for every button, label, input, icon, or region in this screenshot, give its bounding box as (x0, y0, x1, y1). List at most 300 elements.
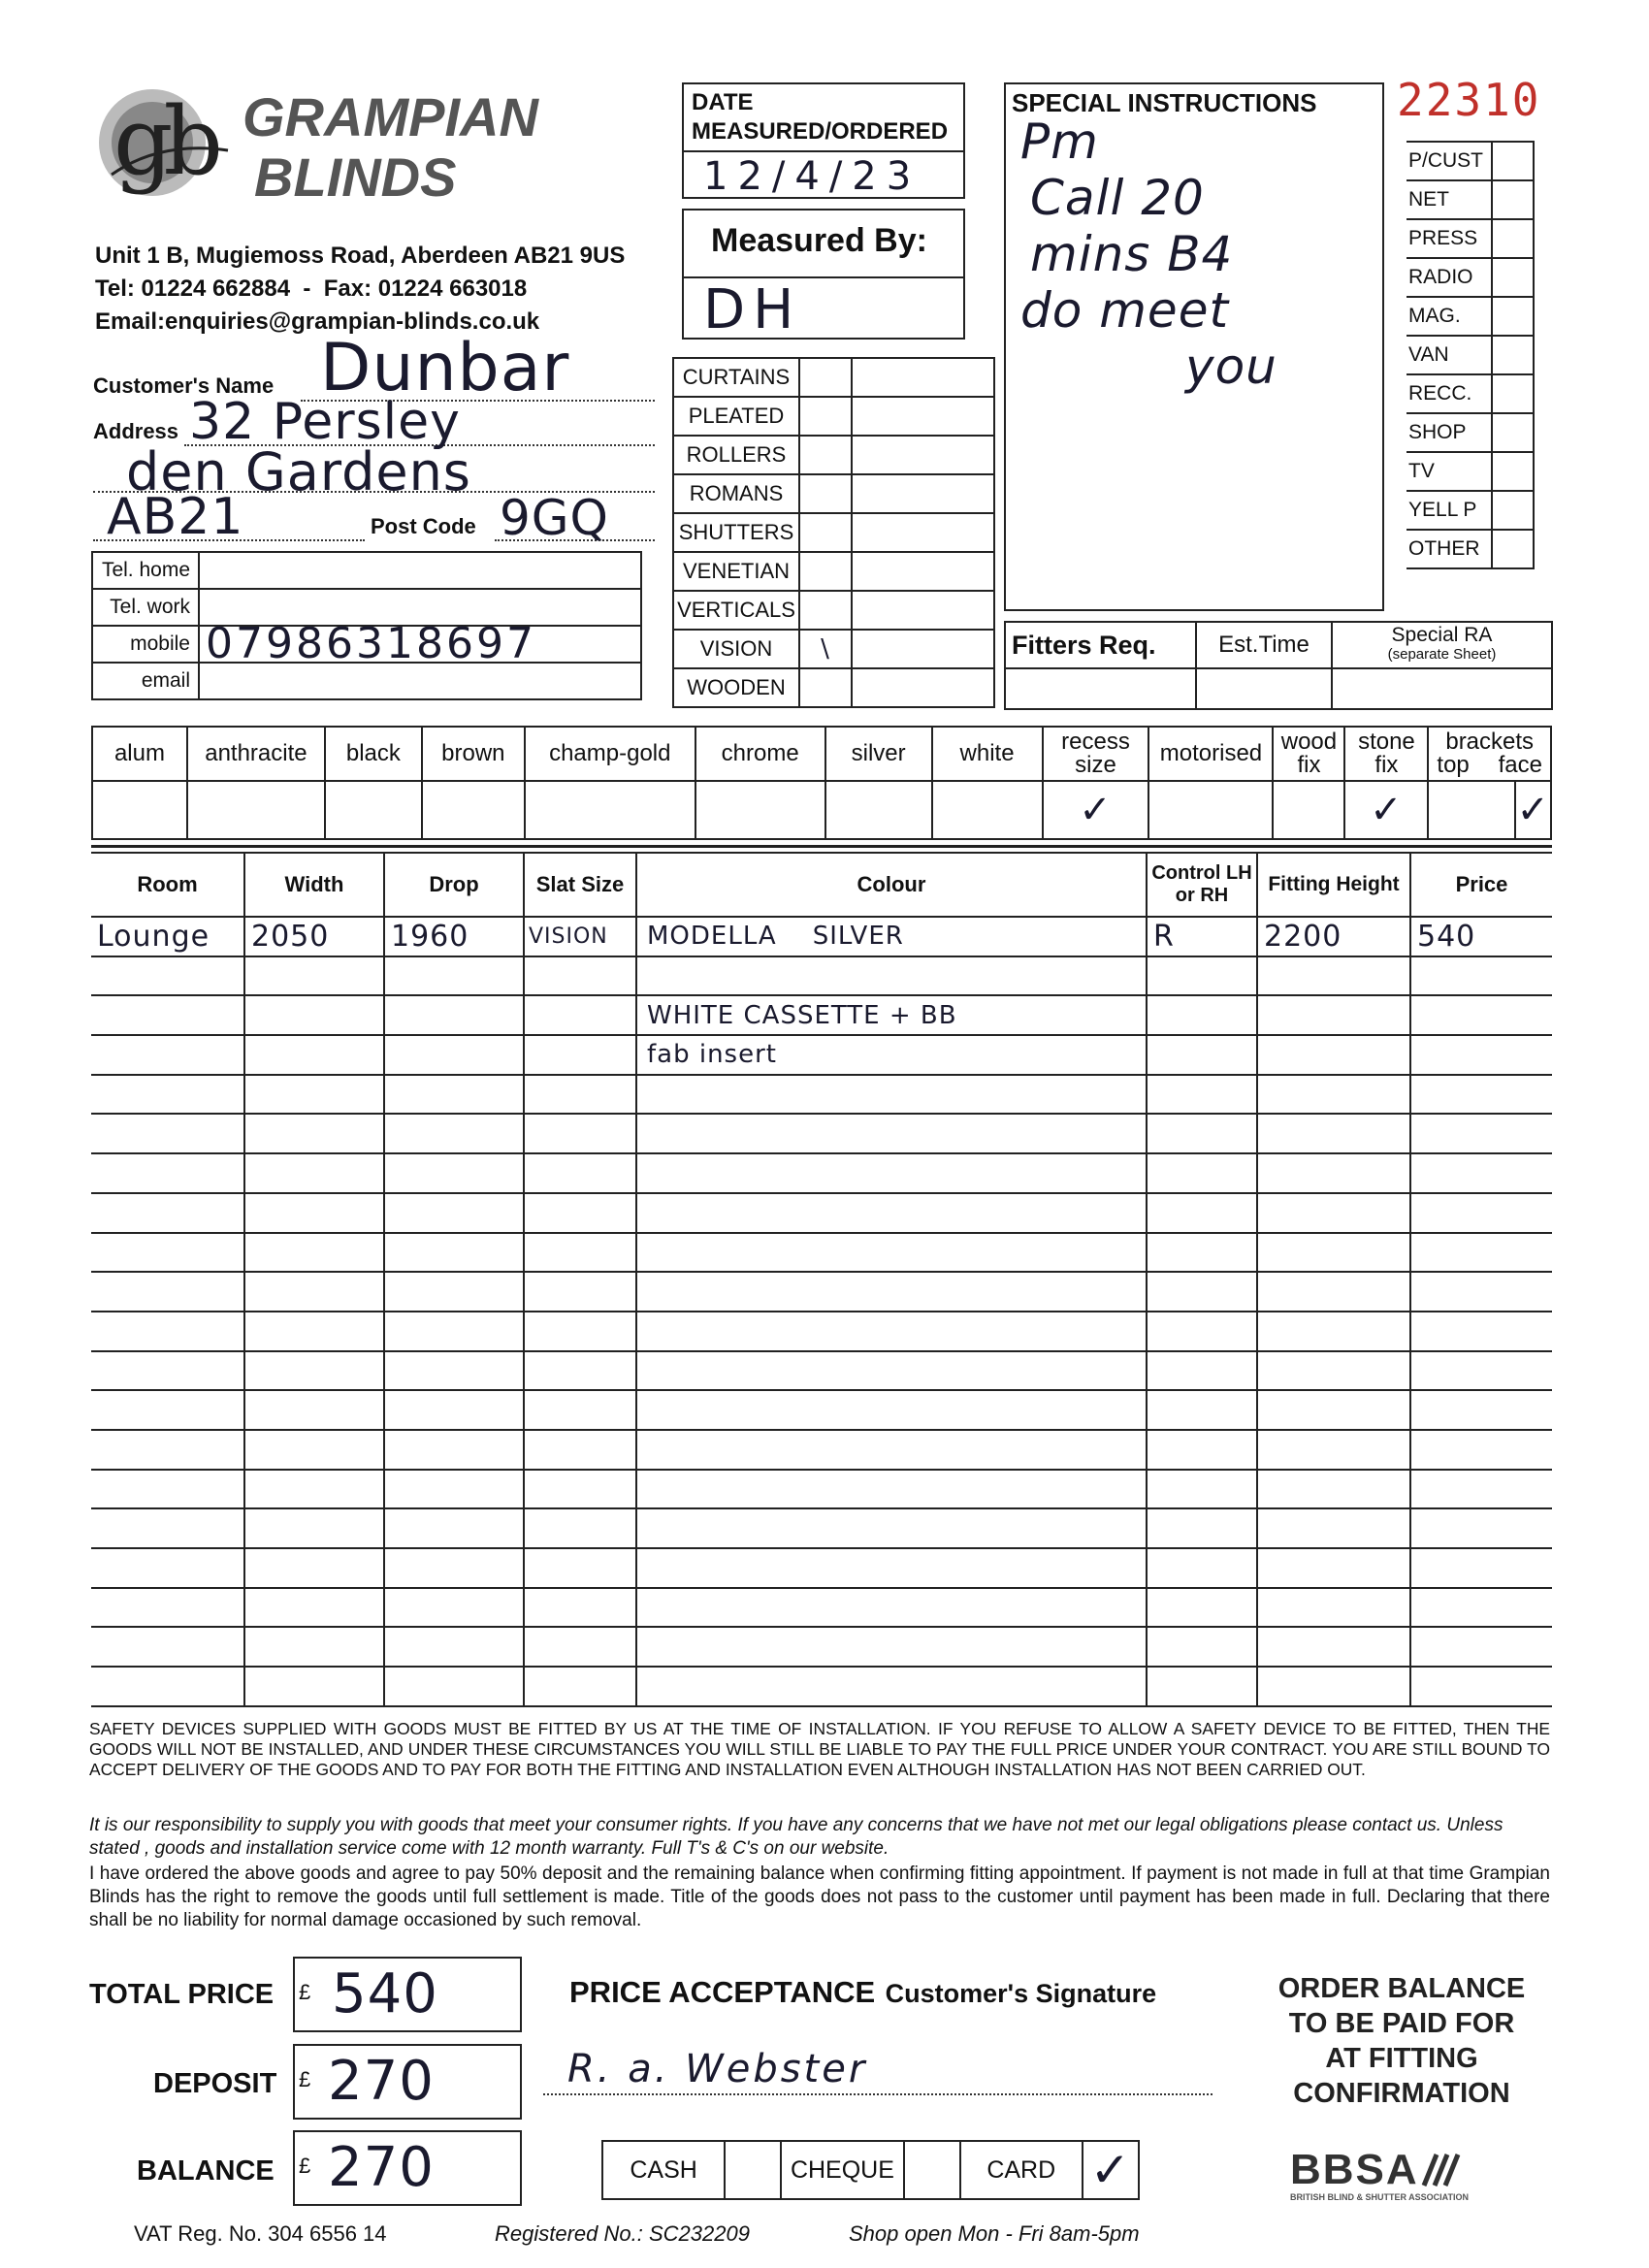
contact-value[interactable] (199, 552, 641, 589)
finish-checkbox[interactable] (695, 781, 825, 839)
order-cell-price[interactable] (1410, 1075, 1552, 1115)
order-cell-room[interactable] (91, 1627, 244, 1667)
order-cell-fitting[interactable] (1257, 1035, 1410, 1075)
order-cell-width[interactable] (244, 1351, 384, 1391)
order-cell-fitting[interactable] (1257, 1390, 1410, 1430)
order-cell-slat[interactable] (524, 1153, 636, 1193)
order-cell-drop[interactable] (384, 1153, 524, 1193)
order-cell-width[interactable] (244, 1035, 384, 1075)
order-cell-colour[interactable] (636, 1312, 1147, 1351)
company-logo (92, 82, 238, 209)
finish-checkbox[interactable] (1273, 781, 1344, 839)
order-cell-drop[interactable] (384, 1470, 524, 1509)
blind-type-extra[interactable] (852, 630, 994, 668)
order-cell-fitting[interactable] (1257, 1153, 1410, 1193)
order-cell-room[interactable] (91, 1153, 244, 1193)
order-cell-room[interactable] (91, 1470, 244, 1509)
source-row (1406, 413, 1534, 452)
deposit-label: DEPOSIT (153, 2068, 277, 2099)
order-cell-colour[interactable] (636, 1667, 1147, 1706)
order-cell-colour[interactable] (636, 1627, 1147, 1667)
order-row (91, 1035, 1552, 1075)
est-time-label: Est.Time (1196, 622, 1332, 668)
brackets-top-checkbox[interactable] (1428, 781, 1515, 839)
col-price: Price (1410, 853, 1552, 917)
order-cell-slat[interactable] (524, 1272, 636, 1312)
order-cell-drop[interactable] (384, 1627, 524, 1667)
source-checkbox[interactable] (1492, 452, 1534, 491)
order-cell-drop[interactable] (384, 1233, 524, 1273)
order-cell-drop[interactable] (384, 1508, 524, 1548)
finish-label: motorised (1148, 727, 1273, 781)
order-cell-price[interactable] (1410, 1153, 1552, 1193)
order-cell-control[interactable]: R (1147, 917, 1257, 956)
special-instructions-text[interactable] (1020, 113, 1379, 395)
order-cell-slat[interactable] (524, 1312, 636, 1351)
order-cell-drop[interactable] (384, 1588, 524, 1628)
payment-checkbox[interactable]: ✓ (1083, 2141, 1139, 2199)
blind-type-mark[interactable] (799, 552, 852, 591)
order-row (91, 1508, 1552, 1548)
order-cell-fitting[interactable] (1257, 1508, 1410, 1548)
order-cell-width[interactable] (244, 1153, 384, 1193)
source-checkbox[interactable] (1492, 413, 1534, 452)
blind-type-extra[interactable] (852, 436, 994, 474)
measured-by-value[interactable]: DH (703, 278, 802, 341)
order-cell-slat[interactable] (524, 1430, 636, 1470)
order-cell-drop[interactable] (384, 956, 524, 996)
payment-checkbox[interactable] (904, 2141, 960, 2199)
order-cell-colour[interactable]: WHITE CASSETTE + BB (636, 995, 1147, 1035)
order-cell-drop[interactable] (384, 1075, 524, 1115)
order-cell-slat[interactable] (524, 1508, 636, 1548)
order-cell-colour[interactable] (636, 1548, 1147, 1588)
order-cell-price[interactable] (1410, 1470, 1552, 1509)
order-cell-control[interactable] (1147, 1233, 1257, 1273)
order-cell-control[interactable] (1147, 1153, 1257, 1193)
col-slat: Slat Size (524, 853, 636, 917)
customer-name-label: Customer's Name (93, 373, 275, 398)
blind-type-mark[interactable] (799, 436, 852, 474)
order-cell-drop[interactable]: 1960 (384, 917, 524, 956)
balance-value: 270 (328, 2136, 435, 2199)
blind-type-label: SHUTTERS (673, 513, 799, 552)
order-cell-price[interactable] (1410, 1627, 1552, 1667)
order-cell-fitting[interactable] (1257, 1627, 1410, 1667)
order-cell-slat[interactable] (524, 1548, 636, 1588)
balance-currency: £ (299, 2154, 311, 2178)
order-row (91, 1627, 1552, 1667)
date-value: 12/4/23 (703, 154, 922, 199)
order-cell-control[interactable] (1147, 956, 1257, 996)
order-cell-price[interactable] (1410, 1312, 1552, 1351)
order-cell-room[interactable] (91, 995, 244, 1035)
customer-signature[interactable]: R. a. Webster (567, 2047, 868, 2091)
order-cell-fitting[interactable] (1257, 1312, 1410, 1351)
order-cell-price[interactable] (1410, 1351, 1552, 1391)
col-drop: Drop (384, 853, 524, 917)
order-cell-slat[interactable] (524, 1470, 636, 1509)
order-cell-width[interactable] (244, 995, 384, 1035)
order-cell-room[interactable] (91, 1588, 244, 1628)
special-ra-cell (1332, 622, 1552, 668)
order-cell-slat[interactable] (524, 1114, 636, 1153)
order-cell-control[interactable] (1147, 1508, 1257, 1548)
blind-type-row (673, 397, 994, 436)
order-cell-colour[interactable] (636, 1075, 1147, 1115)
order-cell-room[interactable] (91, 1430, 244, 1470)
order-cell-width[interactable] (244, 1470, 384, 1509)
terms-safety: SAFETY DEVICES SUPPLIED WITH GOODS MUST BE FITTED BY US AT THE TIME OF INSTALLATION. IF YOU REFUSE TO ALLOW A SAFETY DEVICE TO BE FITTED, THEN THE GOODS WILL NOT BE INSTALLED, AND UNDER THESE CIRCUMSTANCES YOU WILL STILL BE LIABLE TO PAY THE FULL PRICE UNDER YOUR CONTRACT. YOU ARE STILL BOUND TO ACCEPT DELIVERY OF THE GOODS AND TO PAY FOR BOTH THE FITTING AND INSTALLATION EVEN ALTHOUGH INSTALLATION HAS NOT BEEN CARRIED OUT. (89, 1719, 1550, 1779)
order-cell-width[interactable] (244, 1114, 384, 1153)
deposit-box[interactable] (293, 2044, 522, 2120)
order-cell-control[interactable] (1147, 1272, 1257, 1312)
order-cell-fitting[interactable] (1257, 1548, 1410, 1588)
col-width: Width (244, 853, 384, 917)
order-cell-room[interactable] (91, 1114, 244, 1153)
payment-checkbox[interactable] (725, 2141, 781, 2199)
order-row (91, 1390, 1552, 1430)
order-cell-slat[interactable] (524, 1075, 636, 1115)
balance-label: BALANCE (137, 2155, 275, 2187)
order-cell-price[interactable] (1410, 1233, 1552, 1273)
order-cell-control[interactable] (1147, 1430, 1257, 1470)
order-cell-fitting[interactable] (1257, 1233, 1410, 1273)
order-cell-room[interactable] (91, 1193, 244, 1233)
finish-checkbox[interactable] (1148, 781, 1273, 839)
order-row (91, 995, 1552, 1035)
order-cell-colour[interactable]: fab insert (636, 1035, 1147, 1075)
company-address: Unit 1 B, Mugiemoss Road, Aberdeen AB21 9US (95, 243, 626, 269)
order-cell-slat[interactable] (524, 1351, 636, 1391)
address-value-2[interactable]: den Gardens (126, 441, 471, 502)
order-cell-control[interactable] (1147, 1114, 1257, 1153)
order-cell-price[interactable] (1410, 1430, 1552, 1470)
order-cell-drop[interactable] (384, 1035, 524, 1075)
order-row (91, 1272, 1552, 1312)
order-cell-drop[interactable] (384, 1114, 524, 1153)
finish-label: black (325, 727, 422, 781)
source-checkbox[interactable] (1492, 374, 1534, 413)
blind-type-extra[interactable] (852, 358, 994, 397)
finish-checkbox[interactable] (187, 781, 325, 839)
order-cell-control[interactable] (1147, 1193, 1257, 1233)
blind-type-row (673, 436, 994, 474)
order-cell-price[interactable] (1410, 1035, 1552, 1075)
special-ra-note: (separate Sheet) (1387, 646, 1497, 663)
finish-checkbox[interactable] (92, 781, 187, 839)
order-cell-width[interactable] (244, 1233, 384, 1273)
order-row (91, 1193, 1552, 1233)
address-value-3[interactable]: AB21 (107, 488, 244, 546)
order-cell-fitting[interactable] (1257, 1075, 1410, 1115)
measured-by-box (682, 209, 965, 340)
order-cell-control[interactable] (1147, 1588, 1257, 1628)
finish-checkbox[interactable]: ✓ (1344, 781, 1428, 839)
source-label: P/CUST (1406, 142, 1492, 180)
order-cell-slat[interactable] (524, 1035, 636, 1075)
order-cell-colour[interactable] (636, 1508, 1147, 1548)
finish-label: white (932, 727, 1043, 781)
order-cell-slat[interactable] (524, 1667, 636, 1706)
order-cell-room[interactable] (91, 1233, 244, 1273)
finish-checkbox[interactable]: ✓ (1043, 781, 1149, 839)
contact-table (91, 551, 642, 700)
blind-type-label: VERTICALS (673, 591, 799, 630)
order-cell-control[interactable] (1147, 1035, 1257, 1075)
order-cell-width[interactable] (244, 1667, 384, 1706)
order-cell-fitting[interactable] (1257, 1193, 1410, 1233)
col-colour: Colour (636, 853, 1147, 917)
source-row (1406, 180, 1534, 219)
special-instruction-line: do meet (1020, 282, 1230, 339)
total-label: TOTAL PRICE (89, 1979, 275, 2010)
blind-type-mark[interactable] (799, 668, 852, 707)
price-acceptance (569, 1975, 1156, 2010)
order-cell-control[interactable] (1147, 1075, 1257, 1115)
order-cell-width[interactable] (244, 1075, 384, 1115)
order-cell-fitting[interactable] (1257, 1114, 1410, 1153)
order-cell-control[interactable] (1147, 1548, 1257, 1588)
balance-box[interactable] (293, 2130, 522, 2206)
order-cell-drop[interactable] (384, 1548, 524, 1588)
order-cell-colour[interactable] (636, 1153, 1147, 1193)
order-cell-room[interactable] (91, 1351, 244, 1391)
order-cell-width[interactable] (244, 1430, 384, 1470)
order-cell-width[interactable] (244, 1312, 384, 1351)
customer-name-value[interactable]: Dunbar (320, 330, 570, 406)
postcode-label: Post Code (371, 514, 476, 538)
source-checkbox[interactable] (1492, 258, 1534, 297)
blind-type-extra[interactable] (852, 668, 994, 707)
order-cell-slat[interactable] (524, 956, 636, 996)
source-checkbox[interactable] (1492, 336, 1534, 374)
order-cell-control[interactable] (1147, 1627, 1257, 1667)
order-cell-fitting[interactable] (1257, 1351, 1410, 1391)
blind-type-label: CURTAINS (673, 358, 799, 397)
blind-type-extra[interactable] (852, 552, 994, 591)
special-instruction-line: you (1185, 339, 1277, 395)
order-cell-colour[interactable] (636, 1193, 1147, 1233)
order-cell-room[interactable] (91, 1390, 244, 1430)
brackets-sub (1429, 754, 1550, 777)
order-cell-width[interactable] (244, 1272, 384, 1312)
order-cell-slat[interactable] (524, 995, 636, 1035)
blind-type-extra[interactable] (852, 513, 994, 552)
source-checkbox[interactable] (1492, 297, 1534, 336)
order-cell-control[interactable] (1147, 1667, 1257, 1706)
finish-checkbox[interactable] (422, 781, 525, 839)
order-cell-price[interactable] (1410, 1588, 1552, 1628)
order-cell-drop[interactable] (384, 1193, 524, 1233)
order-cell-width[interactable] (244, 1390, 384, 1430)
order-cell-control[interactable] (1147, 1312, 1257, 1351)
order-cell-room[interactable] (91, 1075, 244, 1115)
blind-type-mark[interactable] (799, 513, 852, 552)
blind-type-extra[interactable] (852, 591, 994, 630)
order-cell-width[interactable]: 2050 (244, 917, 384, 956)
total-currency: £ (299, 1980, 311, 2004)
order-cell-width[interactable] (244, 1588, 384, 1628)
bbsa-caption: BRITISH BLIND & SHUTTER ASSOCIATION (1290, 2192, 1469, 2202)
order-cell-colour[interactable] (636, 1272, 1147, 1312)
order-cell-room[interactable] (91, 1312, 244, 1351)
order-cell-fitting[interactable] (1257, 1667, 1410, 1706)
finish-checkbox[interactable] (932, 781, 1043, 839)
special-instruction-line: Pm (1020, 113, 1099, 170)
postcode-value[interactable]: 9GQ (500, 490, 609, 546)
order-cell-colour[interactable] (636, 1470, 1147, 1509)
order-cell-price[interactable]: 540 (1410, 917, 1552, 956)
contact-label: Tel. work (92, 589, 199, 626)
order-cell-price[interactable] (1410, 1548, 1552, 1588)
order-cell-colour[interactable] (636, 1114, 1147, 1153)
order-cell-colour[interactable] (636, 1233, 1147, 1273)
special-ra-value[interactable] (1332, 668, 1552, 709)
blind-type-row (673, 513, 994, 552)
order-cell-fitting[interactable] (1257, 995, 1410, 1035)
blind-type-mark[interactable]: \ (799, 630, 852, 668)
order-cell-drop[interactable] (384, 995, 524, 1035)
order-cell-price[interactable] (1410, 995, 1552, 1035)
order-cell-control[interactable] (1147, 1351, 1257, 1391)
blind-type-extra[interactable] (852, 397, 994, 436)
order-cell-fitting[interactable] (1257, 1470, 1410, 1509)
finish-checkbox[interactable] (325, 781, 422, 839)
payment-label: CASH (602, 2141, 725, 2199)
source-label: RECC. (1406, 374, 1492, 413)
source-label: YELL P (1406, 491, 1492, 530)
order-cell-room[interactable] (91, 956, 244, 996)
deposit-currency: £ (299, 2067, 311, 2091)
source-checkbox[interactable] (1492, 530, 1534, 568)
order-cell-room[interactable] (91, 1508, 244, 1548)
order-cell-price[interactable] (1410, 1508, 1552, 1548)
contact-value[interactable]: 07986318697 (199, 626, 641, 663)
source-checkbox[interactable] (1492, 491, 1534, 530)
blind-type-mark[interactable] (799, 474, 852, 513)
payment-label: CARD (960, 2141, 1083, 2199)
company-name-2: BLINDS (254, 146, 457, 208)
order-cell-fitting[interactable] (1257, 956, 1410, 996)
order-cell-colour[interactable] (636, 1390, 1147, 1430)
order-cell-drop[interactable] (384, 1430, 524, 1470)
order-cell-price[interactable] (1410, 1667, 1552, 1706)
contact-row (92, 552, 641, 589)
source-row (1406, 452, 1534, 491)
address-value-1[interactable]: 32 Persley (189, 393, 461, 451)
order-cell-drop[interactable] (384, 1667, 524, 1706)
order-cell-colour[interactable] (636, 1430, 1147, 1470)
terms-rights: It is our responsibility to supply you with goods that meet your consumer rights. If you have any concerns that we have not met our legal obligations please contact us. Unless stated , goods and installation service come with 12 month warranty. Full T's & C's on our website. (89, 1815, 1504, 1859)
order-cell-width[interactable] (244, 1627, 384, 1667)
order-row (91, 1470, 1552, 1509)
source-label: SHOP (1406, 413, 1492, 452)
order-cell-fitting[interactable] (1257, 1430, 1410, 1470)
fitters-table (1004, 621, 1553, 710)
order-cell-colour[interactable] (636, 1351, 1147, 1391)
order-cell-drop[interactable] (384, 1390, 524, 1430)
order-cell-price[interactable] (1410, 956, 1552, 996)
footer-hours: Shop open Mon - Fri 8am-5pm (849, 2221, 1140, 2246)
blind-type-mark[interactable] (799, 358, 852, 397)
order-cell-slat[interactable]: VISION (524, 917, 636, 956)
source-checkbox[interactable] (1492, 142, 1534, 180)
finish-table (91, 726, 1552, 840)
order-cell-slat[interactable] (524, 1390, 636, 1430)
source-label: NET (1406, 180, 1492, 219)
order-cell-colour[interactable] (636, 956, 1147, 996)
contact-label: mobile (92, 626, 199, 663)
date-value-cell[interactable] (684, 150, 963, 197)
brackets-face-label: face (1498, 752, 1542, 778)
order-cell-slat[interactable] (524, 1627, 636, 1667)
order-cell-width[interactable] (244, 956, 384, 996)
order-cell-room[interactable] (91, 1035, 244, 1075)
order-cell-room[interactable] (91, 1272, 244, 1312)
est-time-value[interactable] (1196, 668, 1332, 709)
order-cell-room[interactable] (91, 1548, 244, 1588)
order-cell-price[interactable] (1410, 1390, 1552, 1430)
source-row (1406, 336, 1534, 374)
order-cell-slat[interactable] (524, 1233, 636, 1273)
finish-checkbox[interactable] (525, 781, 695, 839)
brackets-face-checkbox[interactable]: ✓ (1515, 781, 1551, 839)
order-cell-control[interactable] (1147, 1470, 1257, 1509)
finish-checkbox[interactable] (825, 781, 932, 839)
total-box[interactable] (293, 1957, 522, 2032)
logo-letters: gb (113, 87, 213, 196)
order-cell-slat[interactable] (524, 1588, 636, 1628)
blind-type-mark[interactable] (799, 397, 852, 436)
special-instruction-line: Call 20 (1030, 170, 1205, 226)
order-cell-price[interactable] (1410, 1272, 1552, 1312)
blind-type-extra[interactable] (852, 474, 994, 513)
brackets-top-label: top (1437, 752, 1470, 778)
order-cell-price[interactable] (1410, 1193, 1552, 1233)
order-cell-drop[interactable] (384, 1272, 524, 1312)
order-cell-colour[interactable] (636, 1588, 1147, 1628)
order-cell-room[interactable]: Lounge (91, 917, 244, 956)
order-cell-fitting[interactable] (1257, 1588, 1410, 1628)
order-cell-width[interactable] (244, 1193, 384, 1233)
brackets-label: brackets (1445, 729, 1535, 755)
order-cell-drop[interactable] (384, 1312, 524, 1351)
order-cell-fitting[interactable] (1257, 1272, 1410, 1312)
order-cell-control[interactable] (1147, 995, 1257, 1035)
order-cell-width[interactable] (244, 1508, 384, 1548)
fitters-value[interactable] (1005, 668, 1196, 709)
payment-table (601, 2140, 1140, 2200)
order-cell-control[interactable] (1147, 1390, 1257, 1430)
order-cell-colour[interactable]: MODELLA SILVER (636, 917, 1147, 956)
bbsa-mark (1290, 2146, 1523, 2194)
order-cell-slat[interactable] (524, 1193, 636, 1233)
source-row (1406, 491, 1534, 530)
order-table (91, 852, 1552, 1707)
order-cell-drop[interactable] (384, 1351, 524, 1391)
order-row (91, 1430, 1552, 1470)
order-row (91, 1351, 1552, 1391)
order-cell-room[interactable] (91, 1667, 244, 1706)
source-checkbox[interactable] (1492, 180, 1534, 219)
order-cell-price[interactable] (1410, 1114, 1552, 1153)
order-cell-width[interactable] (244, 1548, 384, 1588)
source-checkbox[interactable] (1492, 219, 1534, 258)
order-cell-fitting[interactable]: 2200 (1257, 917, 1410, 956)
blind-type-mark[interactable] (799, 591, 852, 630)
source-label: TV (1406, 452, 1492, 491)
